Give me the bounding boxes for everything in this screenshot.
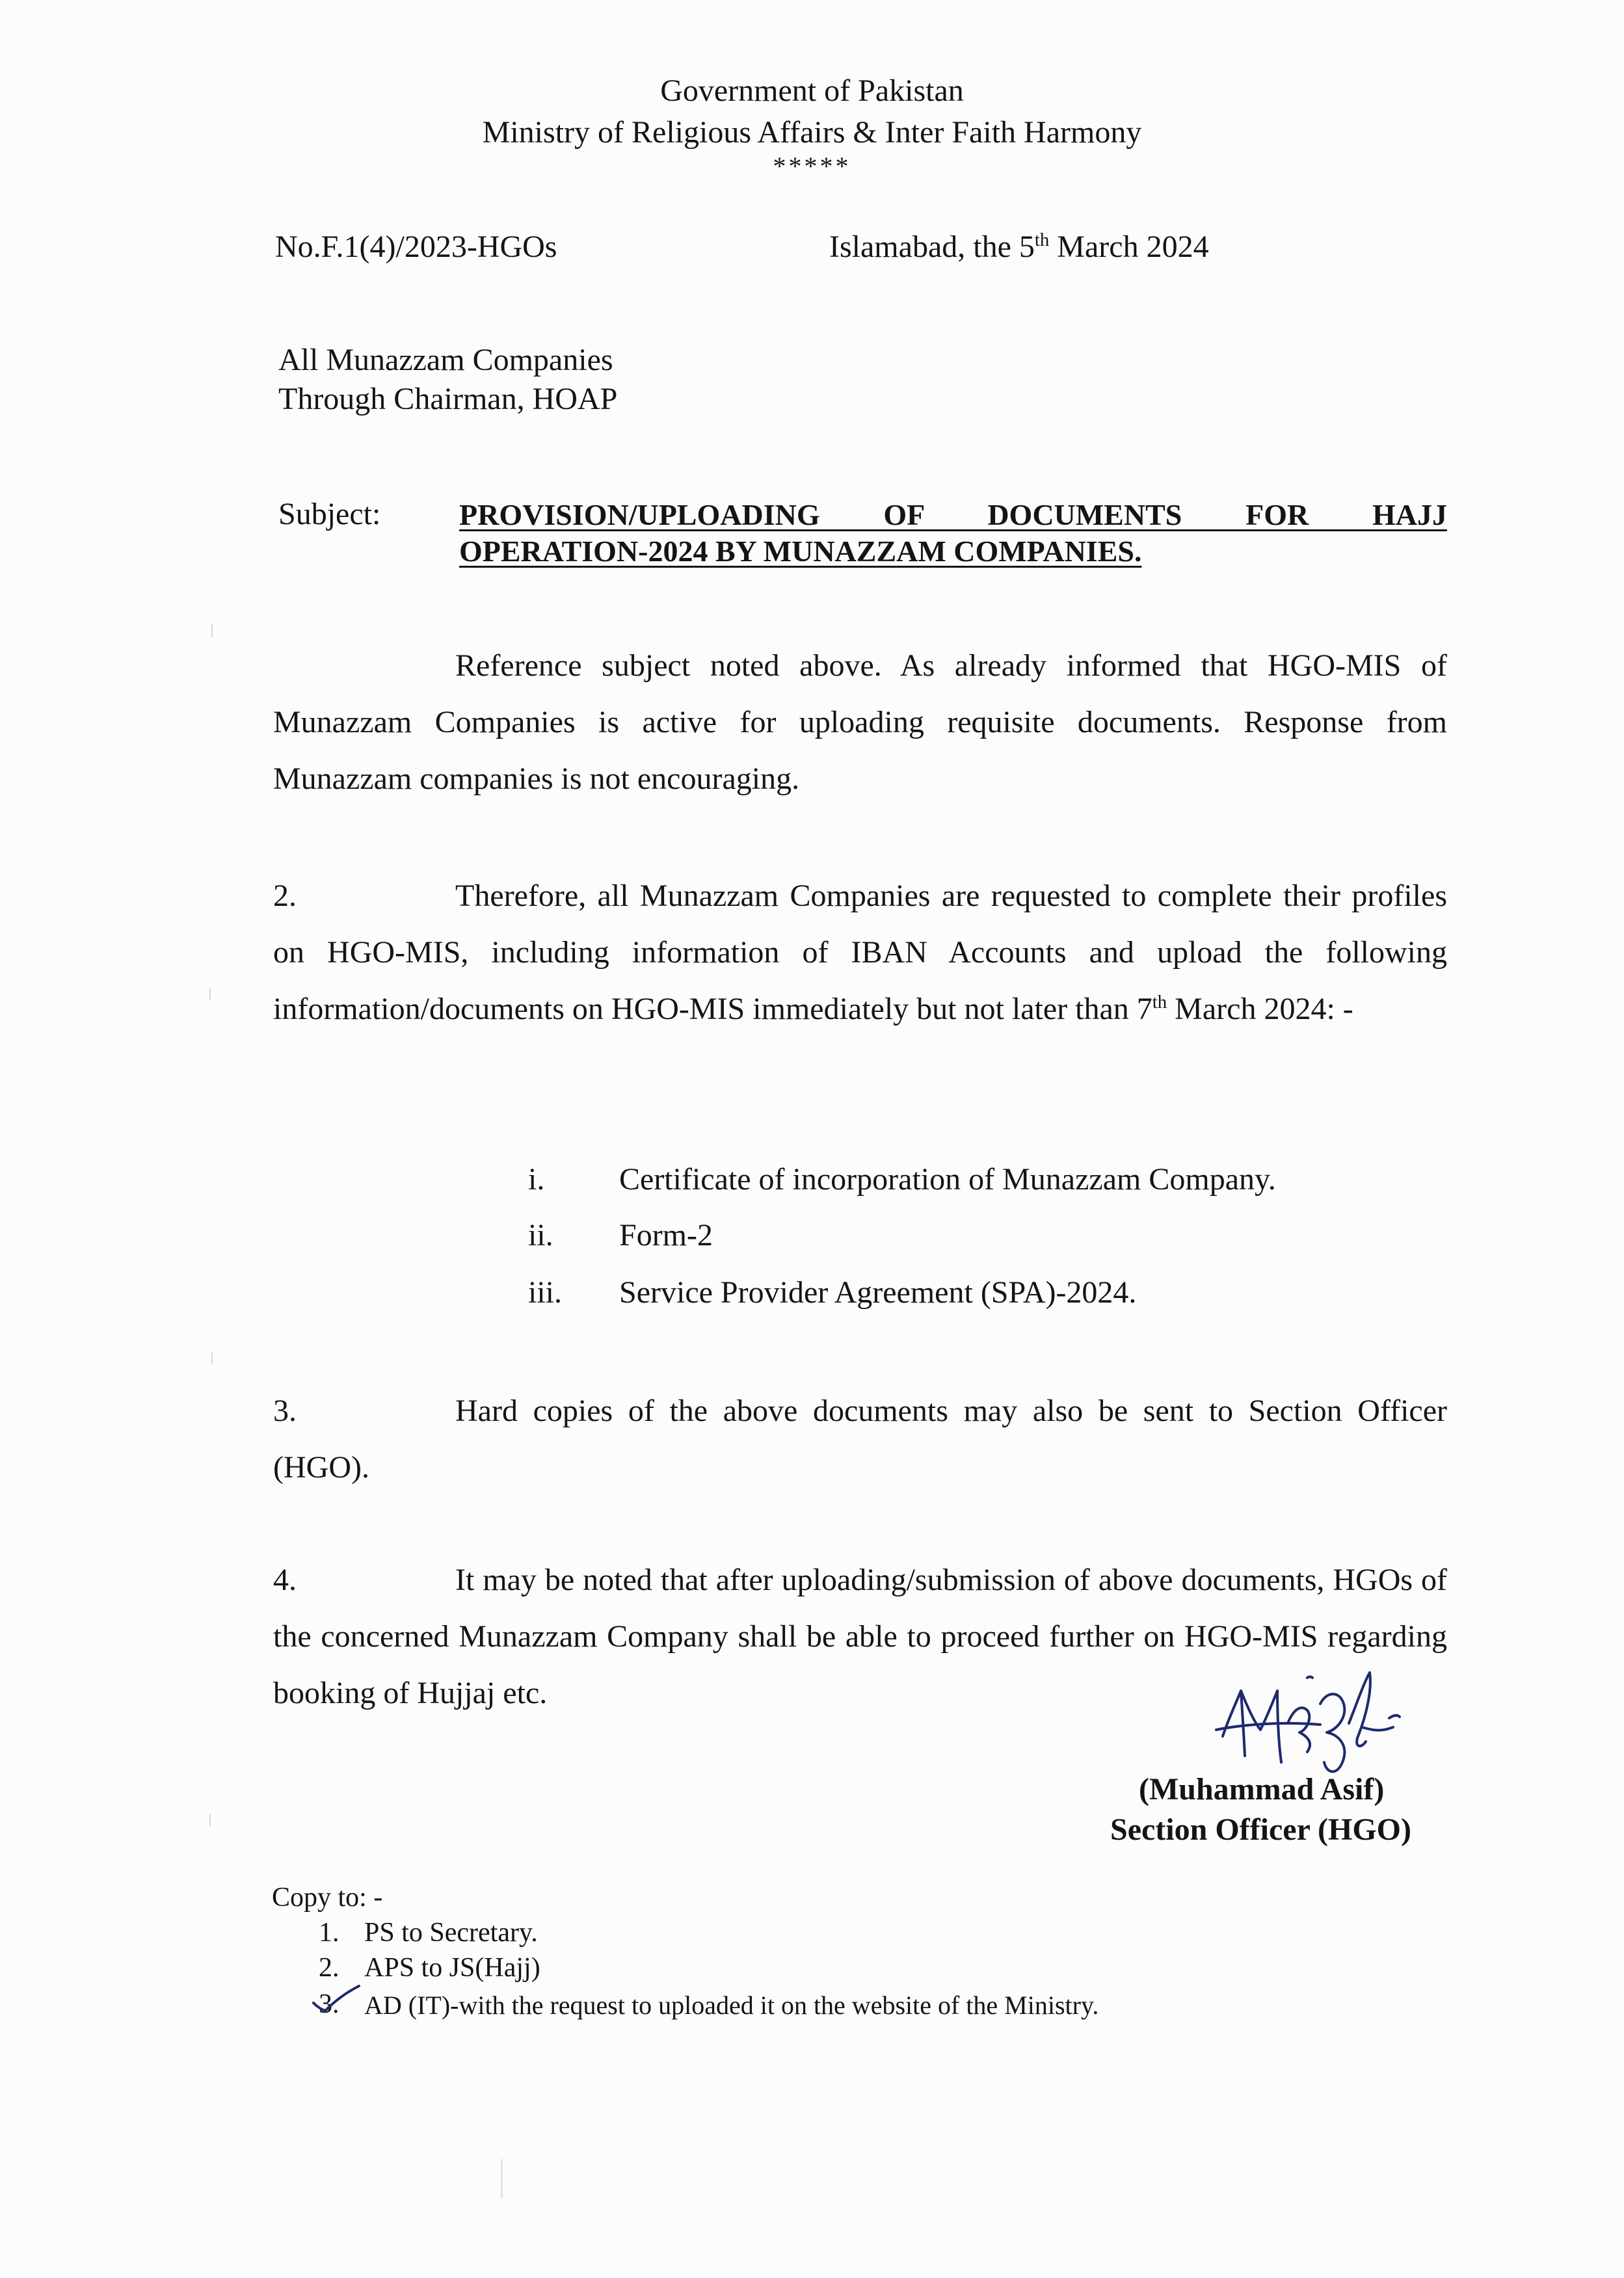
- paragraph-3: [273, 1383, 1447, 1496]
- list-item-number: iii.: [528, 1275, 563, 1310]
- list-item-number: i.: [528, 1162, 545, 1197]
- header-government: Government of Pakistan: [660, 73, 964, 108]
- list-item-number: ii.: [528, 1218, 553, 1252]
- copy-to-number: 1.: [319, 1918, 339, 1948]
- header-stars: *****: [773, 152, 851, 181]
- subject-heading: [459, 497, 1447, 570]
- list-item-text: Form-2: [619, 1218, 713, 1252]
- copy-to-item: APS to JS(Hajj): [364, 1953, 540, 1983]
- scan-speck: [211, 1353, 213, 1364]
- paragraph-2: 2. Therefore, all Munazzam Companies are requested to complete their profiles on HGO-MIS, including information of IBAN Accounts and upload the following information/documents on HGO-MIS immediately but not later than 7th March 2024: -: [273, 867, 1447, 1037]
- paragraph-2-number: 2.: [273, 879, 297, 913]
- paragraph-2-text: Therefore, all Munazzam Companies are requested to complete their profiles on HGO-MIS, including information of IBAN Accounts and upload the following information/documents on HGO-MIS immediately but not later than 7: [273, 879, 1447, 1026]
- file-number: No.F.1(4)/2023-HGOs: [275, 230, 557, 264]
- issue-date: Islamabad, the 5th March 2024: [829, 230, 1209, 264]
- paragraph-3-text: Hard copies of the above documents may also be sent to Section Officer (HGO).: [273, 1394, 1447, 1485]
- scan-speck: [209, 1814, 211, 1826]
- paragraph-1: [273, 637, 1447, 807]
- copy-to-number: 2.: [319, 1953, 339, 1983]
- addressee-line-1: All Munazzam Companies: [278, 343, 613, 377]
- copy-to-number: 3.: [319, 1989, 339, 2019]
- header-ministry: Ministry of Religious Affairs & Inter Faith Harmony: [482, 115, 1142, 150]
- scan-speck: [209, 988, 211, 1000]
- paragraph-3-number: 3.: [273, 1394, 297, 1428]
- copy-to-item: PS to Secretary.: [364, 1918, 538, 1948]
- list-item-text: Service Provider Agreement (SPA)-2024.: [619, 1275, 1137, 1310]
- addressee-line-2: Through Chairman, HOAP: [278, 382, 618, 416]
- subject-line-2: OPERATION-2024 BY MUNAZZAM COMPANIES.: [459, 535, 1142, 568]
- scan-speck: [501, 2159, 503, 2198]
- signatory-name: (Muhammad Asif): [1139, 1772, 1385, 1807]
- copy-to-label: Copy to: -: [272, 1883, 383, 1913]
- paragraph-4-text: It may be noted that after uploading/submission of above documents, HGOs of the concerned Munazzam Company shall be able to proceed further on HGO-MIS regarding booking of Hujjaj etc.: [273, 1563, 1447, 1710]
- scan-speck: [211, 624, 213, 637]
- list-item-text: Certificate of incorporation of Munazzam Company.: [619, 1162, 1276, 1197]
- subject-line-1: PROVISION/UPLOADING OF DOCUMENTS FOR HAJJ: [459, 498, 1447, 531]
- copy-to-item: AD (IT)-with the request to uploaded it on the website of the Ministry.: [364, 1991, 1099, 2020]
- checkmark-icon: [311, 1983, 363, 2016]
- signatory-title: Section Officer (HGO): [1110, 1812, 1411, 1847]
- subject-label: Subject:: [278, 497, 381, 531]
- paragraph-1-text: Reference subject noted above. As already informed that HGO-MIS of Munazzam Companies is active for uploading requisite documents. Response from Munazzam companies is not encouraging.: [273, 648, 1447, 796]
- paragraph-4-number: 4.: [273, 1563, 297, 1597]
